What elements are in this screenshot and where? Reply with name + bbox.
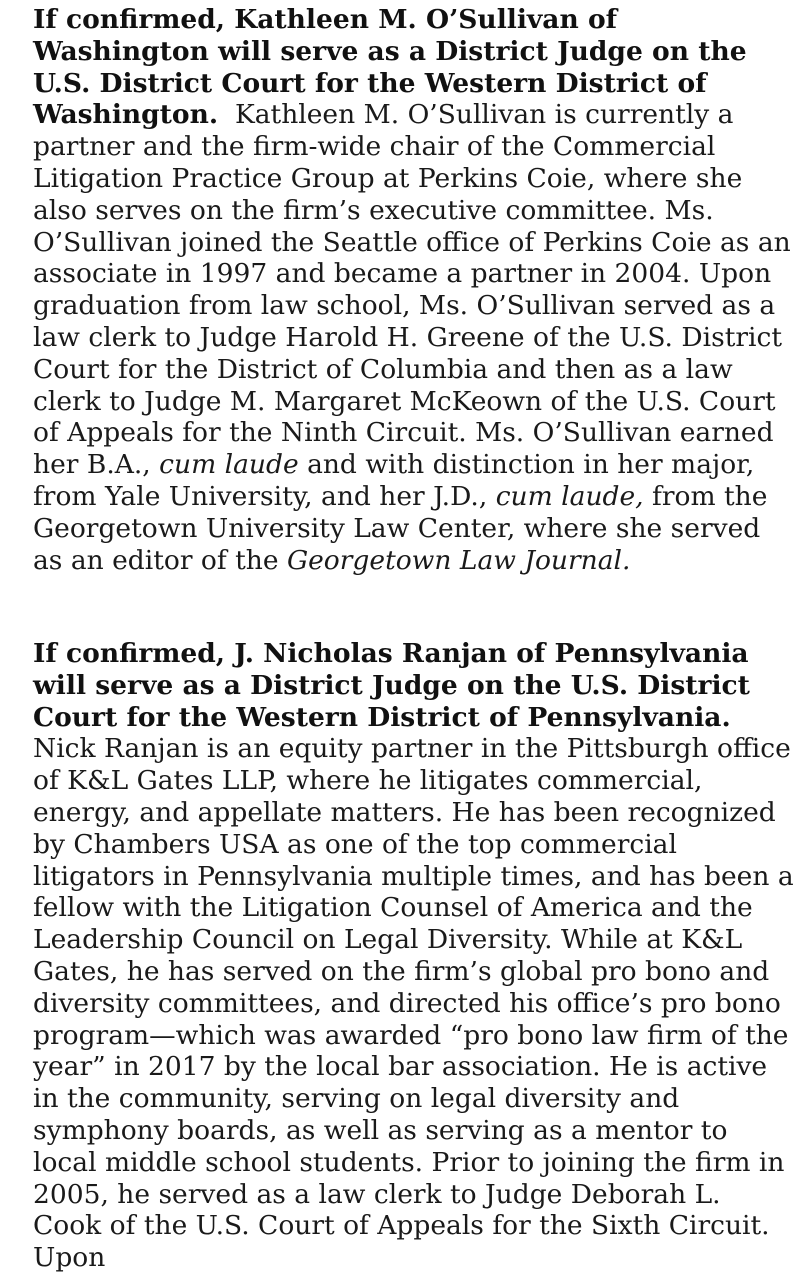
nominee-bio-ranjan: Nick Ranjan is an equity partner in the Pittsburgh office of K&L Gates LLP, where he litigates commercial, energy, and appellate matters. He has been recognized by Chambers USA as one of the top commercial litigators in Pennsylvania multiple times, and has been a fellow with the Litigation Counsel of America and the Leadership Council on Legal Diversity. While at K&L Gates, he has served on the firm’s global pro bono and diversity committees, and directed his office’s pro bono program—which was awarded “pro bono law firm of the year” in 2017 by the local bar association. He is active in the community, serving on legal diversity and symphony boards, as well as serving as a mentor to local middle school students. Prior to joining the firm in 2005, he served as a law clerk to Judge Deborah L. Cook of the U.S. Court of Appeals for the Sixth Circuit. Upon (33, 733, 794, 1274)
journal-title: Georgetown Law Journal. (286, 544, 631, 576)
nominee-bio-osullivan-cont: and with distinction in her major, from Yale University, and her J.D., (33, 449, 755, 512)
honor-ba: cum laude (159, 449, 299, 481)
nominee-bio-osullivan-end: from the Georgetown University Law Center, where she served as an editor of the (33, 480, 768, 576)
nominee-paragraph-ranjan (33, 638, 797, 1274)
nominee-bio-osullivan: Kathleen M. O’Sullivan is currently a partner and the firm-wide chair of the Commercial Litigation Practice Group at Perkins Coie, where she also serves on the firm’s executive committee. Ms. O’Sullivan joined the Seattle office of Perkins Coie as an associate in 1997 and became a partner in 2004. Upon graduation from law school, Ms. O’Sullivan served as a law clerk to Judge Harold H. Greene of the U.S. District Court for the District of Columbia and then as a law clerk to Judge M. Margaret McKeown of the U.S. Court of Appeals for the Ninth Circuit. Ms. O’Sullivan earned her B.A., (33, 99, 791, 481)
nominee-lead-osullivan: If confirmed, Kathleen M. O’Sullivan of Washington will serve as a District Judge on the U.S. District Court for the Western District of Washington. (33, 4, 747, 131)
nominee-paragraph-osullivan (33, 4, 797, 576)
honor-jd: cum laude, (495, 480, 644, 512)
nominee-lead-ranjan: If confirmed, J. Nicholas Ranjan of Pennsylvania will serve as a District Judge on the U.S. District Court for the Western District of Pennsylvania. (33, 638, 750, 733)
